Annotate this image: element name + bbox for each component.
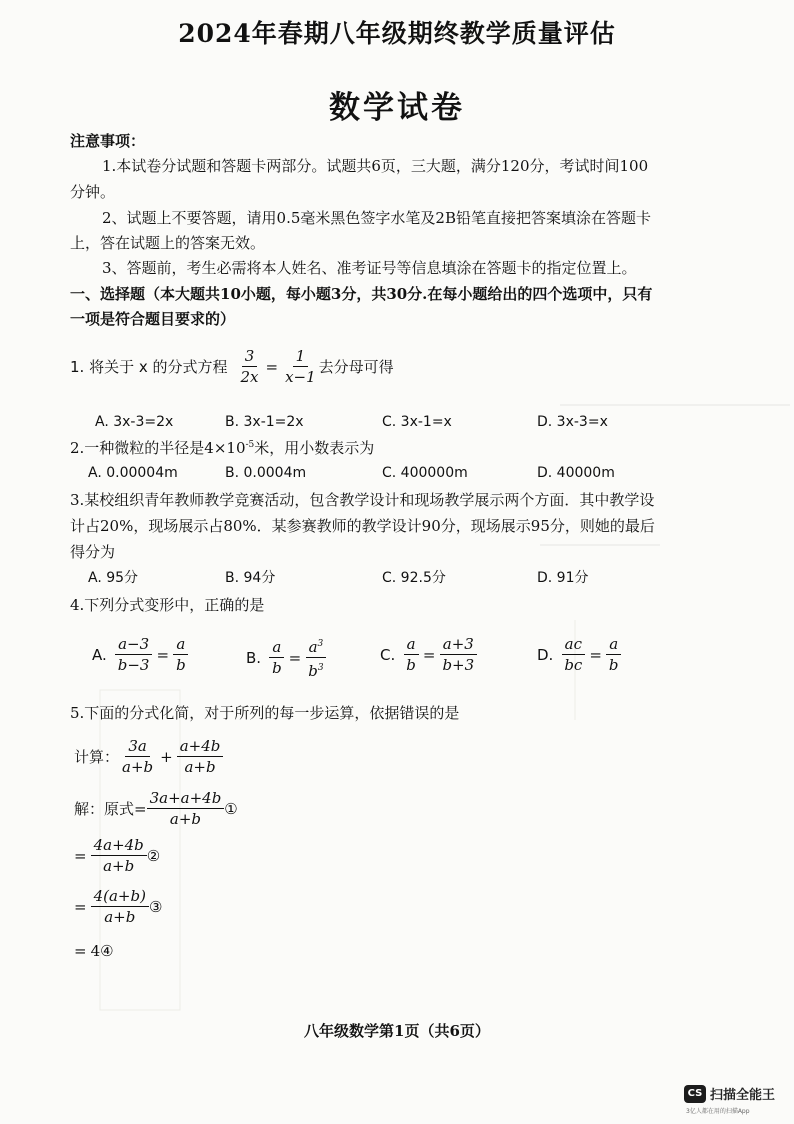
exam-subject: 数学试卷: [329, 90, 465, 126]
section-heading-line-2: 一项是符合题目要求的）: [70, 310, 236, 328]
q1-fraction-right: $\frac{1}{x-1}$: [285, 347, 316, 386]
q3-option-b: B. 94分: [225, 570, 276, 586]
note-2-line-1: 2、试题上不要答题，请用0.5毫米黑色签字水笔及2B铅笔直接把答案填涂在答题卡: [102, 209, 651, 227]
q1-suffix: 去分母可得: [318, 358, 394, 376]
scanner-logo-icon: CS: [684, 1085, 706, 1103]
q3-option-d: D. 91分: [537, 570, 589, 586]
q1-fraction-left: $\frac{3}{2x}$: [240, 347, 259, 386]
scanner-watermark: [684, 1084, 775, 1103]
question-1: 1. 将关于 x 的分式方程 $\frac{3}{2x}$ = $\frac{1}{x-1}$ 去分母可得: [70, 347, 394, 386]
question-3-line-2: 计占20%，现场展示占80%．某参赛教师的教学设计90分，现场展示95分，则她的最后: [70, 517, 655, 535]
question-5: 5.下面的分式化简，对于所列的每一步运算，依据错误的是: [70, 704, 460, 722]
note-3: 3、答题前，考生必需将本人姓名、准考证号等信息填涂在答题卡的指定位置上。: [102, 259, 637, 277]
q5-step-4: = 4④: [74, 942, 114, 960]
q1-option-c: C. 3x-1=x: [382, 414, 452, 430]
q4-option-c: C. $\frac{a}{b}$ = $\frac{a+3}{b+3}$: [380, 634, 477, 675]
section-heading-line-1: 一、选择题（本大题共10小题，每小题3分，共30分.在每小题给出的四个选项中，只有: [70, 285, 653, 303]
q1-prompt: 1. 将关于 x 的分式方程: [70, 358, 228, 376]
q2-exponent: -5: [245, 440, 255, 450]
note-1-line-1: 1.本试卷分试题和答题卡两部分。试题共6页，三大题，满分120分，考试时间100: [102, 157, 649, 175]
q2-option-c: C. 400000m: [382, 465, 468, 481]
question-3-line-1: 3.某校组织青年教师教学竞赛活动，包含教学设计和现场教学展示两个方面．其中教学设: [70, 491, 655, 509]
q5-compute: 计算： $\frac{3a}{a+b}$ + $\frac{a+4b}{a+b}$: [74, 736, 223, 777]
q1-option-d: D. 3x-3=x: [537, 414, 608, 430]
q4-option-d: D. $\frac{ac}{bc}$ = $\frac{a}{b}$: [537, 634, 622, 675]
q1-option-a: A. 3x-3=2x: [95, 414, 174, 430]
note-1-line-2: 分钟。: [70, 183, 116, 201]
q2-option-a: A. 0.00004m: [88, 465, 178, 481]
question-4: 4.下列分式变形中，正确的是: [70, 596, 265, 614]
q4-option-b: B. $\frac{a}{b}$ = $\frac{a^3}{b^3}$: [246, 634, 327, 681]
q2-option-b: B. 0.0004m: [225, 465, 307, 481]
exam-title: 2024年春期八年级期终教学质量评估: [178, 19, 616, 48]
question-3-line-3: 得分为: [70, 543, 116, 561]
q3-option-c: C. 92.5分: [382, 570, 446, 586]
q1-option-b: B. 3x-1=2x: [225, 414, 304, 430]
note-2-line-2: 上，答在试题上的答案无效。: [70, 234, 266, 252]
q2-option-d: D. 40000m: [537, 465, 615, 481]
scanner-tagline: 3亿人都在用的扫描App: [686, 1108, 750, 1115]
q4-option-a: A. $\frac{a-3}{b-3}$ = $\frac{a}{b}$: [92, 634, 189, 675]
page-footer: 八年级数学第1页（共6页）: [304, 1022, 490, 1040]
question-2: 2.一种微粒的半径是$4\times 10^{-5}$米，用小数表示为: [70, 439, 375, 457]
q5-step-2: = $\frac{4a+4b}{a+b}$ ②: [74, 836, 161, 875]
notes-heading: 注意事项：: [70, 132, 146, 150]
q3-option-a: A. 95分: [88, 570, 139, 586]
q5-step-1: 解：原式= $\frac{3a+a+4b}{a+b}$ ①: [74, 789, 238, 828]
scanner-app-name: 扫描全能王: [710, 1088, 776, 1103]
q5-step-3: = $\frac{4(a+b)}{a+b}$ ③: [74, 887, 163, 926]
